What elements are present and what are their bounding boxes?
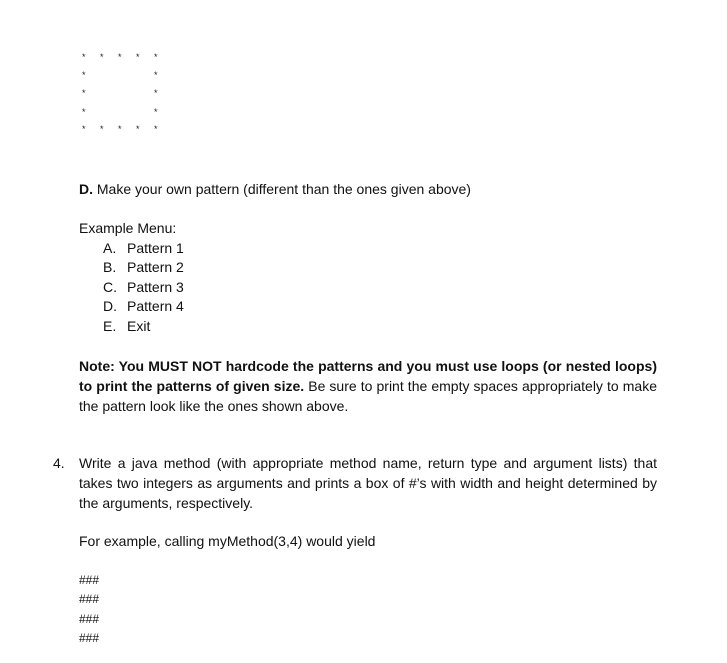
star: * — [118, 52, 122, 62]
hash-output-line: ### — [79, 573, 100, 587]
question-4-text: Write a java method (with appropriate method name, return type and argument lists) that takes two integers as arguments and prints a box of #’s with width and height determined by the arguments, respectively. — [79, 455, 657, 511]
question-4-number: 4. — [53, 455, 65, 471]
hash-output-line: ### — [79, 592, 100, 606]
star: * — [100, 124, 104, 134]
example-menu-title: Example Menu: — [79, 220, 177, 236]
star: * — [82, 88, 86, 98]
menu-item-label: Pattern 3 — [127, 279, 184, 295]
star: * — [154, 88, 158, 98]
menu-item-letter: A. — [103, 240, 117, 256]
star: * — [154, 107, 158, 117]
menu-item-letter: D. — [103, 298, 117, 314]
star: * — [82, 124, 86, 134]
menu-item-label: Pattern 1 — [127, 240, 184, 256]
star: * — [136, 52, 140, 62]
pattern-d-text: Make your own pattern (different than the ones given above) — [96, 181, 471, 197]
star: * — [154, 52, 158, 62]
note-bold-text: Note: You MUST NOT hardcode the patterns and you must use loops (or nested loops) to print the patterns of given size. — [79, 358, 657, 394]
star: * — [82, 107, 86, 117]
star: * — [82, 52, 86, 62]
pattern-d-label: D. — [79, 181, 93, 197]
star-box-pattern — [82, 53, 172, 138]
question-4-example-intro: For example, calling myMethod(3,4) would yield — [79, 533, 376, 549]
menu-item-label: Exit — [127, 318, 151, 334]
menu-item-label: Pattern 4 — [127, 298, 184, 314]
star: * — [118, 124, 122, 134]
star: * — [82, 70, 86, 80]
menu-item-letter: E. — [103, 318, 117, 334]
hash-output-line: ### — [79, 612, 100, 626]
note-normal-text: Be sure to print the empty spaces appropriately to make the pattern look like the ones shown above. — [79, 378, 657, 414]
pattern-d-heading — [79, 179, 471, 199]
hash-output-line: ### — [79, 631, 100, 645]
menu-item-letter: C. — [103, 279, 117, 295]
star: * — [154, 124, 158, 134]
star: * — [136, 124, 140, 134]
note-paragraph — [79, 356, 657, 416]
menu-item-letter: B. — [103, 259, 117, 275]
star: * — [100, 52, 104, 62]
menu-item-label: Pattern 2 — [127, 259, 184, 275]
star: * — [154, 70, 158, 80]
